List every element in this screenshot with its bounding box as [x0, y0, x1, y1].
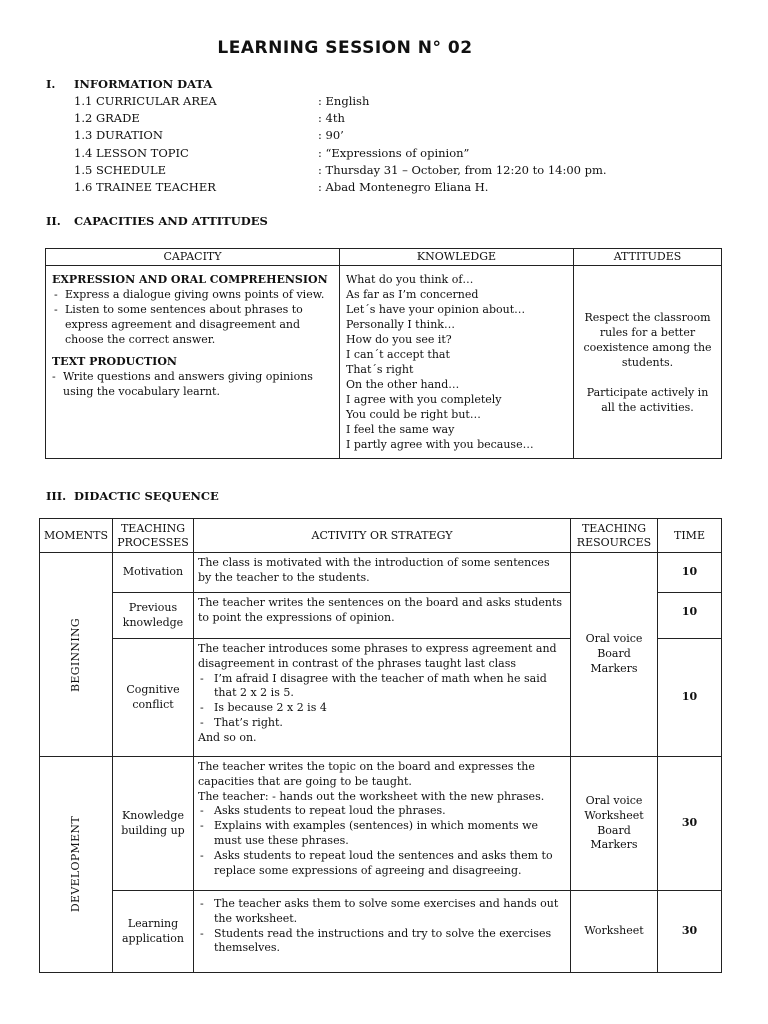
info-label: 1.3 DURATION	[74, 128, 163, 143]
activity-item: - Is because 2 x 2 is 4	[200, 701, 327, 715]
page-title: LEARNING SESSION N° 02	[217, 38, 473, 58]
activity-item: - Asks students to repeat loud the sentences and asks them to replace some expressions of agreeing and disagreeing.	[198, 849, 565, 879]
process-cell: Learning application	[113, 891, 194, 973]
time-header: TIME	[658, 519, 722, 553]
activity-cell	[194, 757, 571, 891]
info-row	[74, 144, 714, 161]
capacities-table	[45, 248, 722, 459]
resource-item: Markers	[590, 838, 638, 852]
activity-item-text: That’s right.	[214, 715, 283, 729]
capacity-heading-oral: EXPRESSION AND ORAL COMPREHENSION	[52, 273, 328, 286]
capacity-item-text: Write questions and answers giving opinions using the vocabulary learnt.	[63, 370, 313, 398]
knowledge-phrase: Personally I think…	[346, 318, 455, 331]
section-2-heading	[46, 214, 268, 228]
knowledge-phrase: That´s right	[346, 363, 414, 376]
activity-cell: The teacher writes the sentences on the board and asks students to point the expressions of opinion.	[194, 593, 571, 639]
section-1-heading	[46, 77, 212, 91]
info-value: : Abad Montenegro Eliana H.	[318, 180, 489, 195]
knowledge-phrase: You could be right but…	[346, 408, 481, 421]
moment-development-cell	[40, 757, 113, 973]
resource-item: Markers	[590, 661, 638, 675]
process-cell: Previous knowledge	[113, 593, 194, 639]
capacity-item-text: Express a dialogue giving owns points of view.	[65, 288, 325, 301]
moment-beginning-cell	[40, 553, 113, 757]
resource-item: Oral voice	[585, 793, 643, 807]
knowledge-phrase: I can´t accept that	[346, 348, 450, 361]
knowledge-phrase: Let´s have your opinion about…	[346, 303, 526, 316]
resource-item: Board	[597, 823, 631, 837]
info-value: : “Expressions of opinion”	[318, 145, 470, 160]
section-3-number: III.	[46, 489, 67, 503]
info-row	[74, 92, 714, 109]
processes-header: TEACHING PROCESSES	[113, 519, 194, 553]
info-label: 1.5 SCHEDULE	[74, 162, 166, 177]
activity-item-text: I’m afraid I disagree with the teacher of math when he said that 2 x 2 is 5.	[214, 671, 547, 700]
attitude-2: Participate actively in all the activities.	[586, 385, 709, 414]
attitude-1: Respect the classroom rules for a better coexistence among the students.	[583, 310, 712, 369]
capacity-item: - Write questions and answers giving opinions using the vocabulary learnt.	[52, 369, 333, 399]
activity-item: - Explains with examples (sentences) in which moments we must use these phrases.	[198, 819, 565, 849]
moment-beginning-label: BEGINNING	[68, 617, 82, 692]
info-value: : 90’	[318, 128, 344, 143]
process-cell: Motivation	[113, 553, 194, 593]
time-cell: 10	[658, 553, 722, 593]
activity-item-text: The teacher asks them to solve some exercises and hands out the worksheet.	[214, 897, 559, 925]
info-row	[74, 178, 714, 195]
knowledge-phrase: How do you see it?	[346, 333, 452, 346]
activity-item: - Asks students to repeat loud the phrases.	[200, 804, 446, 818]
capacity-cell	[46, 266, 340, 459]
activity-outro: And so on.	[198, 730, 257, 744]
time-cell: 10	[658, 593, 722, 639]
activity-intro-2: The teacher: - hands out the worksheet with the new phrases.	[198, 789, 545, 803]
time-cell: 10	[658, 639, 722, 757]
knowledge-phrase: I partly agree with you because…	[346, 438, 534, 451]
resource-item: Board	[597, 647, 631, 661]
activity-cell	[194, 891, 571, 973]
info-label: 1.4 LESSON TOPIC	[74, 145, 189, 160]
knowledge-phrase: What do you think of…	[346, 273, 474, 286]
info-label: 1.1 CURRICULAR AREA	[74, 93, 217, 108]
info-label: 1.6 TRAINEE TEACHER	[74, 180, 216, 195]
table-header-row	[40, 519, 722, 553]
resource-item: Oral voice	[585, 632, 643, 646]
info-row	[74, 161, 714, 178]
resources-header: TEACHING RESOURCES	[571, 519, 658, 553]
time-cell: 30	[658, 891, 722, 973]
resources-cell	[571, 757, 658, 891]
knowledge-phrase: I agree with you completely	[346, 393, 502, 406]
table-row	[40, 891, 722, 973]
activity-item: - Students read the instructions and try to solve the exercises themselves.	[198, 927, 565, 957]
knowledge-cell	[340, 266, 574, 459]
capacity-header: CAPACITY	[46, 249, 340, 266]
activity-item: - I’m afraid I disagree with the teacher of math when he said that 2 x 2 is 5.	[198, 672, 565, 702]
activity-cell	[194, 639, 571, 757]
process-cell: Knowledge building up	[113, 757, 194, 891]
activity-item-text: Is because 2 x 2 is 4	[214, 701, 327, 715]
activity-cell: The class is motivated with the introduction of some sentences by the teacher to the students.	[194, 553, 571, 593]
resources-beginning-cell	[571, 553, 658, 757]
activity-item-text: Explains with examples (sentences) in which moments we must use these phrases.	[214, 819, 539, 847]
table-header-row	[46, 249, 722, 266]
resource-item: Worksheet	[584, 808, 644, 822]
table-row	[40, 757, 722, 891]
activity-item: - That’s right.	[200, 715, 283, 729]
table-row	[46, 266, 722, 459]
resource-item: Worksheet	[584, 924, 644, 938]
activity-intro: The teacher introduces some phrases to express agreement and disagreement in contrast of the phrases taught last class	[198, 642, 557, 670]
capacity-item: - Listen to some sentences about phrases to express agreement and disagreement and choose the correct answer.	[52, 302, 333, 347]
knowledge-phrase: As far as I’m concerned	[346, 288, 479, 301]
capacity-item: - Express a dialogue giving owns points of view.	[54, 288, 325, 301]
capacity-item-text: Listen to some sentences about phrases to express agreement and disagreement and choose the correct answer.	[65, 303, 303, 346]
attitudes-header: ATTITUDES	[574, 249, 722, 266]
resources-cell	[571, 891, 658, 973]
info-value: : 4th	[318, 110, 345, 125]
knowledge-phrase: On the other hand…	[346, 378, 460, 391]
info-label: 1.2 GRADE	[74, 110, 140, 125]
capacity-heading-text: TEXT PRODUCTION	[52, 355, 177, 368]
attitudes-cell	[574, 266, 722, 459]
info-value: : English	[318, 93, 370, 108]
table-row	[40, 553, 722, 593]
info-value: : Thursday 31 – October, from 12:20 to 14:00 pm.	[318, 162, 607, 177]
moment-development-label: DEVELOPMENT	[68, 816, 82, 913]
knowledge-phrase: I feel the same way	[346, 423, 455, 436]
section-1-title: INFORMATION DATA	[74, 77, 213, 91]
moments-header: MOMENTS	[40, 519, 113, 553]
section-3-heading	[46, 489, 219, 503]
activity-header: ACTIVITY OR STRATEGY	[194, 519, 571, 553]
section-1-number: I.	[46, 77, 56, 91]
activity-item-text: Students read the instructions and try to solve the exercises themselves.	[214, 926, 552, 955]
info-row	[74, 127, 714, 144]
information-data-list	[74, 92, 714, 196]
section-2-number: II.	[46, 214, 61, 228]
info-row	[74, 109, 714, 126]
activity-intro: The teacher writes the topic on the board and expresses the capacities that are going to be taught.	[198, 760, 535, 788]
time-cell: 30	[658, 757, 722, 891]
activity-item: - The teacher asks them to solve some exercises and hands out the worksheet.	[198, 897, 565, 927]
section-2-title: CAPACITIES AND ATTITUDES	[74, 214, 268, 228]
knowledge-header: KNOWLEDGE	[340, 249, 574, 266]
didactic-sequence-table	[39, 518, 722, 973]
section-3-title: DIDACTIC SEQUENCE	[74, 489, 219, 503]
activity-item-text: Asks students to repeat loud the phrases.	[214, 804, 446, 818]
activity-item-text: Asks students to repeat loud the sentences and asks them to replace some expressions of agreeing and disagreeing.	[214, 848, 553, 877]
process-cell: Cognitive conflict	[113, 639, 194, 757]
